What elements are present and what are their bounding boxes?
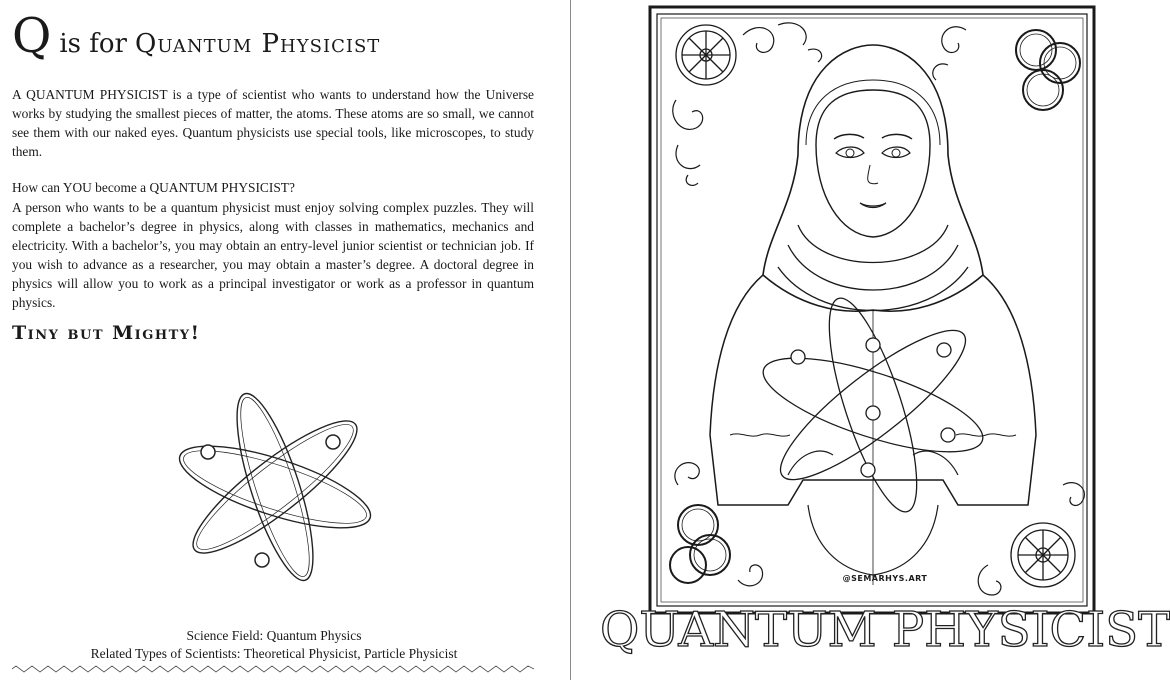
title-initial-letter: Q (12, 8, 52, 64)
illustration-title: QUANTUM PHYSICIST (600, 602, 1170, 658)
title-profession: Quantum Physicist (135, 29, 381, 59)
page-divider (570, 0, 571, 680)
career-paragraph: A person who wants to be a quantum physicist must enjoy solving complex puzzles. They will complete a bachelor’s degree in physics, along with classes in mathematics, mechanics and electricity. With a bachelor’s, you may obtain an entry-level junior scientist or technician job. If you wish to advance as a researcher, you may obtain a master’s degree. A doctoral degree in physics will allow you to work as a principal investigator or work as a professor in quantum physics. (12, 200, 534, 310)
science-field: Science Field: Quantum Physics (186, 628, 362, 643)
tagline: Tiny but Mighty! (12, 322, 201, 344)
gear-icon (1011, 523, 1075, 587)
ring-icon (1016, 30, 1080, 110)
coloring-illustration (648, 5, 1096, 617)
gear-icon (676, 25, 736, 85)
ring-icon (670, 505, 730, 583)
atom-icon (170, 395, 380, 580)
intro-paragraph: A QUANTUM PHYSICIST is a type of scientist who wants to understand how the Universe works by studying the smallest pieces of matter, the atoms. These atoms are so small, we cannot see them with our naked eyes. Quantum physicists use special tools, like microscopes, to study them. (12, 87, 534, 159)
title-is-for: is for (59, 29, 127, 59)
artist-credit: @SEMARHYS.ART (842, 574, 928, 583)
related-scientists: Related Types of Scientists: Theoretical Physicist, Particle Physicist (90, 646, 458, 661)
right-page (600, 0, 1170, 680)
page-title (12, 8, 381, 64)
how-to-question: How can YOU become a QUANTUM PHYSICIST? (12, 180, 295, 195)
left-page (0, 0, 548, 680)
decorative-border-line (12, 665, 534, 673)
